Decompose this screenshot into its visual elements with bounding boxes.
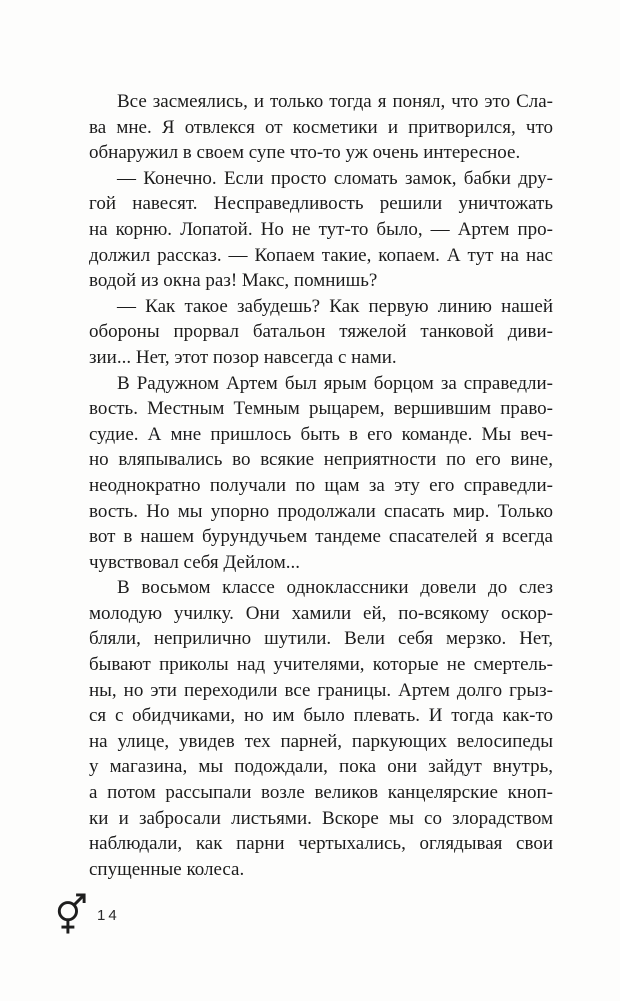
text-line: ны, но эти переходили все границы. Артем долго грыз- [89,679,553,701]
text-line: неоднократно получали по щам за эту его справедли- [89,474,553,496]
text-line: гой навесят. Несправедливость решили уничтожать [89,193,553,215]
page-number: 14 [97,906,120,924]
text-line: но вляпывались во всякие неприятности по его вине, [89,449,553,471]
text-line: судие. А мне пришлось быть в его команде. Мы веч- [89,423,553,445]
text-line: зии... Нет, этот позор навсегда с нами. [89,346,397,368]
page-footer [55,889,120,935]
text-line: молодую училку. Они хамили ей, по-всякому оскор- [89,602,553,624]
text-line: обнаружил в своем супе что-то уж очень интересное. [89,142,521,164]
paragraph [89,89,553,166]
text-line: на корню. Лопатой. Но не тут-то было, — Артем про- [89,218,553,240]
text-line: водой из окна раз! Макс, помнишь? [89,270,378,292]
paragraph [89,294,553,371]
text-line: — Как такое забудешь? Как первую линию нашей [117,295,553,317]
text-line: у магазина, мы подождали, пока они зайдут внутрь, [89,756,553,778]
text-line: обороны прорвал батальон тяжелой танковой диви- [89,321,553,343]
text-line: бляли, неприлично шутили. Вели себя мерзко. Нет, [89,628,553,650]
text-line: спущенные колеса. [89,858,245,880]
text-line: на улице, увидев тех парней, паркующих велосипеды [89,730,553,752]
text-line: ся с обидчиками, но им было плевать. И тогда как-то [89,705,553,727]
page-text-block [89,89,553,882]
text-line: а потом рассыпали возле великов канцелярские кноп- [89,782,553,804]
text-line: ки и забросали листьями. Вскоре мы со злорадством [89,807,553,829]
text-line: бывают приколы над учителями, которые не смертель- [89,654,553,676]
text-line: В восьмом классе одноклассники довели до слез [117,577,553,599]
text-line: вот в нашем бурундучьем тандеме спасателей я всегда [89,526,553,548]
paragraph [89,575,553,882]
text-line: ва мне. Я отвлекся от косметики и притворился, что [89,116,553,138]
text-line: должил рассказ. — Копаем такие, копаем. А тут на нас [89,244,553,266]
text-line: Все засмеялись, и только тогда я понял, что это Сла- [117,91,553,112]
text-line: вость. Но мы упорно продолжали спасать мир. Только [89,500,553,522]
text-line: вость. Местным Темным рыцарем, вершившим право- [89,398,553,420]
text-line: — Конечно. Если просто сломать замок, бабки дру- [117,167,553,189]
text-line: чувствовал себя Дейлом... [89,551,301,573]
male-female-icon [55,889,86,935]
paragraph [89,371,553,576]
text-line: наблюдали, как парни чертыхались, оглядывая свои [89,833,553,855]
text-line: В Радужном Артем был ярым борцом за справедли- [117,372,553,394]
paragraph [89,166,553,294]
